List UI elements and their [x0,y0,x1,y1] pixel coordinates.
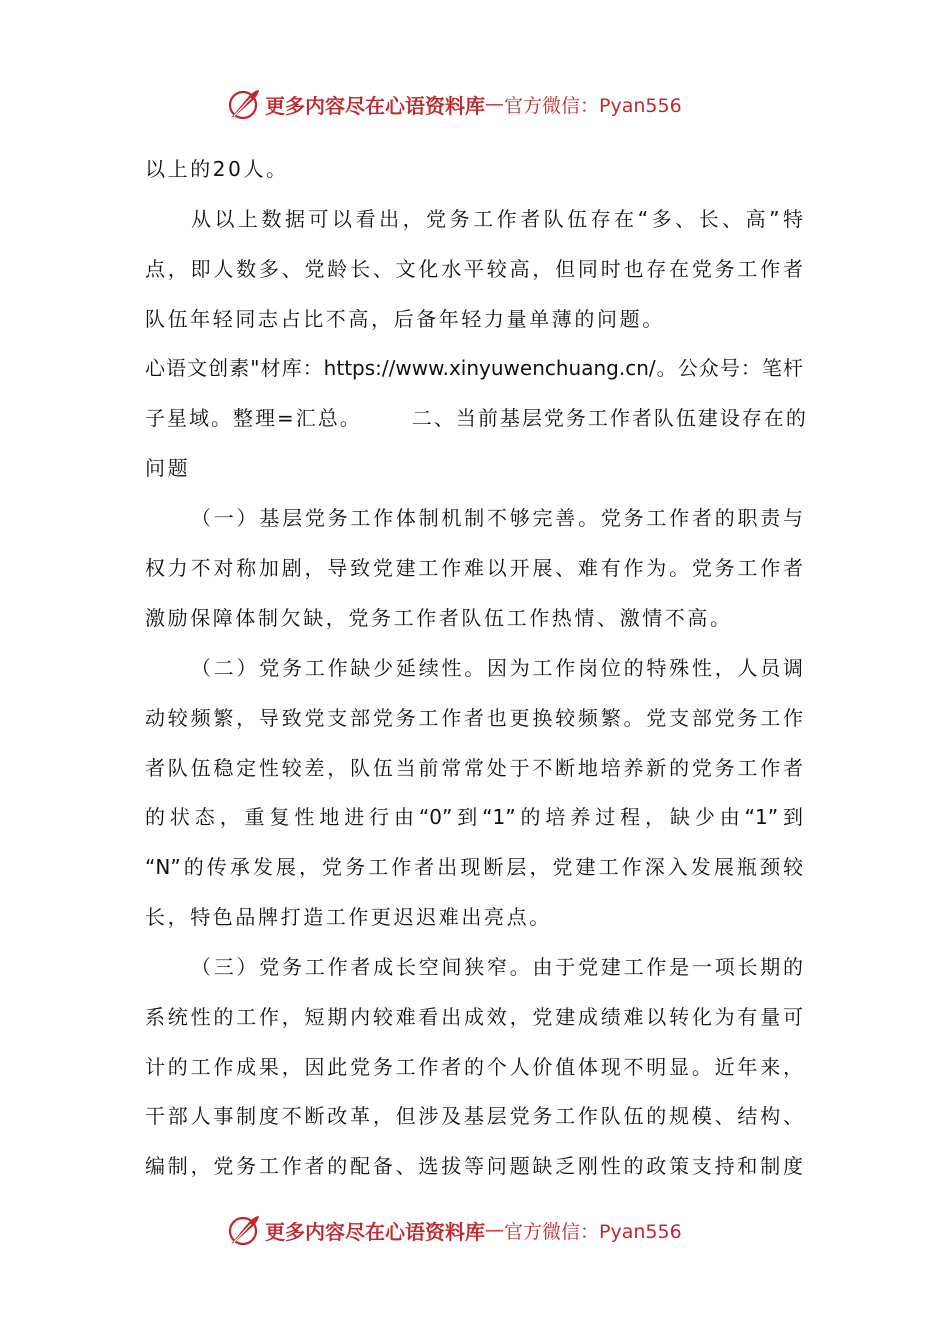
footer-banner [225,1210,725,1250]
text-line: 心语文创素"材库：https://www.xinyuwenchuang.cn/。公众号：笔杆 [145,356,803,380]
banner-wechat: 官方微信：Pyan556 [504,1220,682,1243]
text-line: 激励保障体制欠缺，党务工作者队伍工作热情、激情不高。 [145,606,733,630]
feather-pen-logo-icon [225,86,261,122]
text-line: 权力不对称加剧，导致党建工作难以开展、难有作为。党务工作者 [145,556,803,580]
text-line: 点，即人数多、党龄长、文化水平较高，但同时也存在党务工作者 [145,257,803,281]
text-line: 子星域。整理=汇总。 二、当前基层党务工作者队伍建设存在的 [145,406,808,430]
text-line: （二）党务工作缺少延续性。因为工作岗位的特殊性，人员调 [191,656,803,680]
banner-text: 更多内容尽在心语资料库 [265,1219,485,1244]
text-line: 干部人事制度不断改革，但涉及基层党务工作队伍的规模、结构、 [145,1104,803,1128]
text-line: 动较频繁，导致党支部党务工作者也更换较频繁。党支部党务工作 [145,706,803,730]
text-line: “N”的传承发展，党务工作者出现断层，党建工作深入发展瓶颈较 [145,855,803,879]
text-line: 从以上数据可以看出，党务工作者队伍存在“多、长、高”特 [191,207,803,231]
feather-pen-logo-icon [225,1212,261,1248]
text-line: 队伍年轻同志占比不高，后备年轻力量单薄的问题。 [145,307,665,331]
text-line: 系统性的工作，短期内较难看出成效，党建成绩难以转化为有量可 [145,1005,803,1029]
header-banner [225,84,725,124]
banner-dash: — [485,1219,504,1241]
text-line: （一）基层党务工作体制机制不够完善。党务工作者的职责与 [191,506,803,530]
text-line: 长，特色品牌打造工作更迟迟难出亮点。 [145,905,552,929]
text-line: 以上的20人。 [145,157,289,181]
text-line: 的状态，重复性地进行由“0”到“1”的培养过程，缺少由“1”到 [145,805,803,829]
text-line: 计的工作成果，因此党务工作者的个人价值体现不明显。近年来， [145,1055,803,1079]
banner-text: 更多内容尽在心语资料库 [265,93,485,118]
text-line: 编制，党务工作者的配备、选拔等问题缺乏刚性的政策支持和制度 [145,1154,803,1178]
text-line: （三）党务工作者成长空间狭窄。由于党建工作是一项长期的 [191,955,803,979]
text-line: 者队伍稳定性较差，队伍当前常常处于不断地培养新的党务工作者 [145,756,803,780]
banner-wechat: 官方微信：Pyan556 [504,94,682,117]
text-line: 问题 [145,456,191,480]
banner-dash: — [485,93,504,115]
